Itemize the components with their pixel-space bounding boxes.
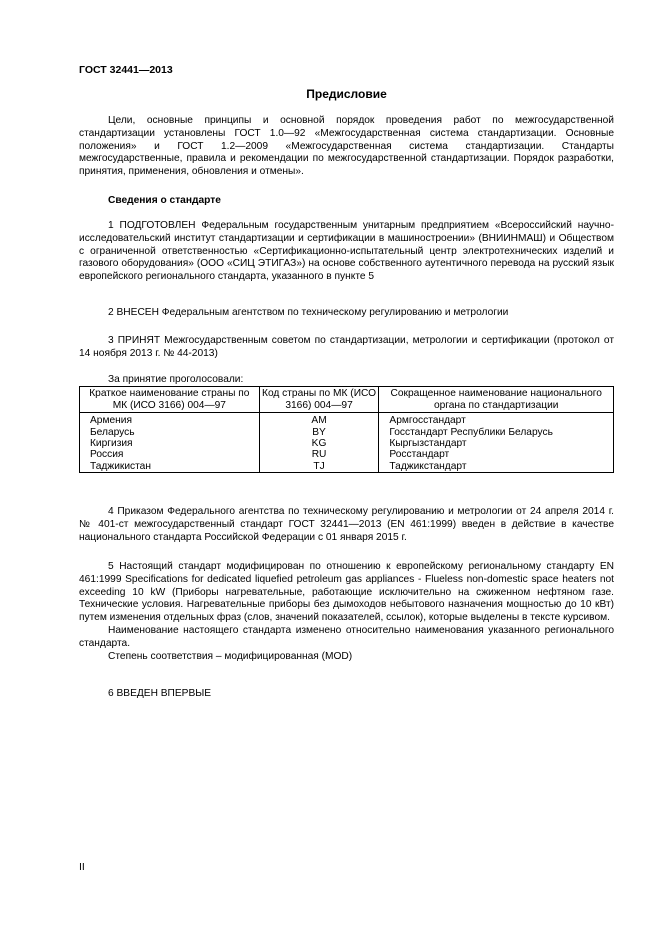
table-row [80, 427, 614, 438]
item-5-name-note: Наименование настоящего стандарта изменено относительно наименования указанного регионального стандарта. [79, 624, 614, 649]
column-header-country: Краткое наименование страны по МК (ИСО 3166) 004—97 [80, 387, 260, 413]
country-cell: Армения [80, 413, 260, 427]
country-cell: Россия [80, 449, 260, 460]
item-6-text: 6 ВВЕДЕН ВПЕРВЫЕ [108, 688, 212, 699]
column-header-body: Сокращенное наименование национального органа по стандартизации [379, 387, 614, 413]
item-5-paragraph [79, 561, 614, 663]
body-cell: Росстандарт [379, 449, 614, 460]
body-cell: Кыргызстандарт [379, 438, 614, 449]
code-cell: TJ [259, 461, 379, 473]
code-cell: BY [259, 427, 379, 438]
standard-code-header: ГОСТ 32441—2013 [79, 64, 173, 76]
country-cell: Беларусь [80, 427, 260, 438]
item-6-paragraph [79, 688, 614, 701]
item-3-text: 3 ПРИНЯТ Межгосударственным советом по стандартизации, метрологии и сертификации (протокол от 14 ноября 2013 г. № 44-2013) [79, 335, 614, 359]
item-5-text: 5 Настоящий стандарт модифицирован по отношению к европейскому региональному стандарту EN 461:1999 Specifications for dedicated liquefied petroleum gas appliances - Flueless non-domestic space heaters not exceeding 10 kW (Приборы нагревательные, работающие исключительно на сжиженном нефтяном газе. Технические условия. Нагревательные приборы без дымоходов небытового назначения мощностью до 10 кВт) путем изменения отдельных фраз (слов, значений показателей, ссылок), которые выделены в тексте курсивом. [79, 561, 614, 624]
page-title: Предисловие [306, 87, 387, 101]
body-cell: Таджикстандарт [379, 461, 614, 473]
item-3-paragraph [79, 335, 614, 361]
section-subheading: Сведения о стандарте [108, 195, 221, 206]
item-4-paragraph [79, 506, 614, 544]
table-row [80, 413, 614, 427]
table-row [80, 438, 614, 449]
code-cell: KG [259, 438, 379, 449]
votes-label: За принятие проголосовали: [108, 374, 244, 385]
country-cell: Таджикистан [80, 461, 260, 473]
item-1-text: 1 ПОДГОТОВЛЕН Федеральным государственным унитарным предприятием «Всероссийский научно-исследовательский институт стандартизации и сертификации в машиностроении» (ВНИИНМАШ) и Обществом с ограниченной ответственностью «Сертификационно-испытательный центр электротехнических изделий и газового оборудования» (ООО «СИЦ ЭТИГАЗ») на основе собственного аутентичного перевода на русский язык европейского регионального стандарта, указанного в пункте 5 [79, 220, 614, 283]
table-header-row [80, 387, 614, 413]
table-row [80, 461, 614, 473]
voting-table [79, 386, 614, 473]
item-1-paragraph [79, 220, 614, 284]
intro-text: Цели, основные принципы и основной порядок проведения работ по межгосударственной стандартизации установлены ГОСТ 1.0—92 «Межгосударственная система стандартизации. Основные положения» и ГОСТ 1.2—2009 «Межгосударственная система стандартизации. Стандарты межгосударственные, правила и рекомендации по межгосударственной стандартизации. Порядок разработки, принятия, применения, обновления и отмены». [79, 115, 614, 178]
country-cell: Киргизия [80, 438, 260, 449]
item-4-text: 4 Приказом Федерального агентства по техническому регулированию и метрологии от 24 апреля 2014 г. № 401-ст межгосударственный стандарт ГОСТ 32441—2013 (EN 461:1999) введен в действие в качестве национального стандарта Российской Федерации с 01 января 2015 г. [79, 506, 614, 543]
column-header-code: Код страны по МК (ИСО 3166) 004—97 [259, 387, 379, 413]
item-5-conformity: Степень соответствия – модифицированная (MOD) [108, 650, 353, 662]
body-cell: Армгосстандарт [379, 413, 614, 427]
item-2-text: 2 ВНЕСЕН Федеральным агентством по техническому регулированию и метрологии [108, 307, 509, 318]
code-cell: RU [259, 449, 379, 460]
item-2-paragraph [79, 307, 614, 320]
page-number: II [79, 861, 85, 873]
code-cell: AM [259, 413, 379, 427]
table-row [80, 449, 614, 460]
body-cell: Госстандарт Республики Беларусь [379, 427, 614, 438]
intro-paragraph [79, 115, 614, 179]
